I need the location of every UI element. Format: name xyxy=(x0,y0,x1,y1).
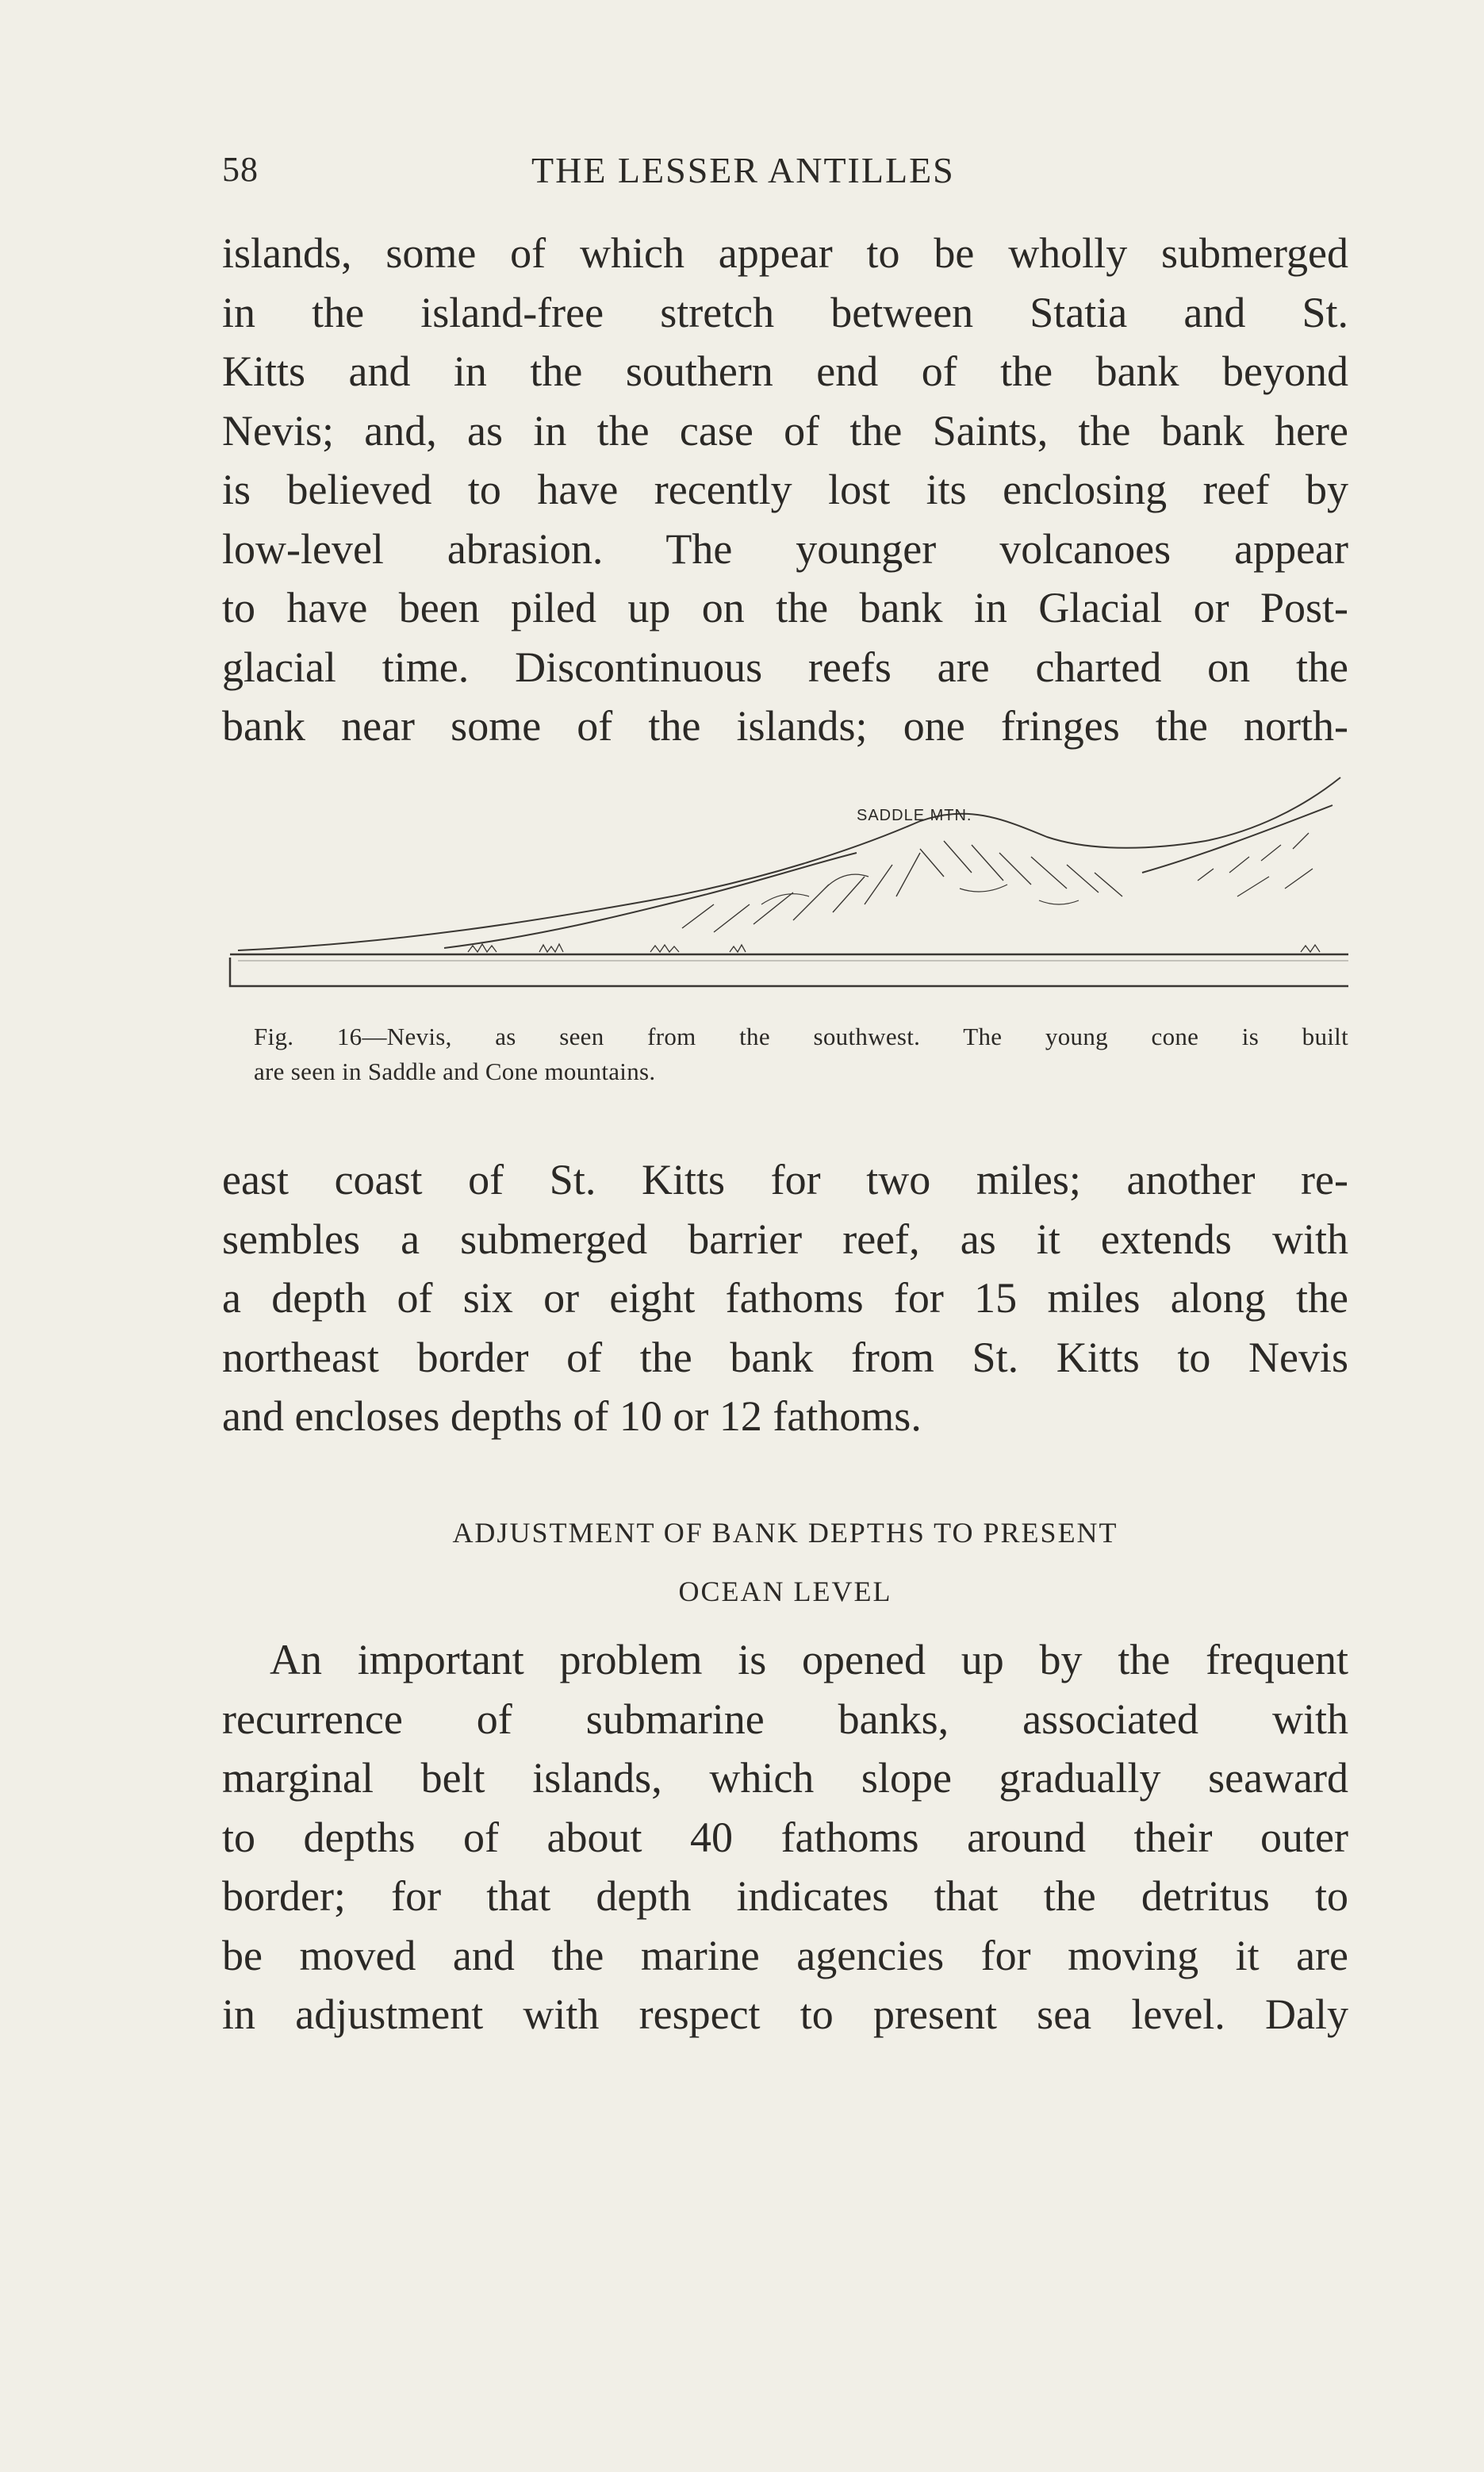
text-line: east coast of St. Kitts for two miles; another re- xyxy=(222,1156,1348,1203)
text-line: is believed to have recently lost its enclosing reef by xyxy=(222,466,1348,513)
text-line: low-level abrasion. The younger volcanoes appear xyxy=(222,524,1348,573)
caption-line: are seen in Saddle and Cone mountains. xyxy=(254,1058,656,1085)
running-head-title: THE LESSER ANTILLES xyxy=(531,150,955,190)
text-line: to depths of about 40 fathoms around their outer xyxy=(222,1813,1348,1861)
text-line: be moved and the marine agencies for moving it are xyxy=(222,1931,1348,1979)
section-heading-line: ADJUSTMENT OF BANK DEPTHS TO PRESENT xyxy=(452,1517,1118,1549)
text-line: in adjustment with respect to present sea level. Daly xyxy=(222,1990,1348,2038)
text-line: recurrence of submarine banks, associated with xyxy=(222,1695,1348,1743)
caption-line: Fig. 16—Nevis, as seen from the southwest. The young cone is built xyxy=(254,1023,1348,1050)
figure-label-saddle-mtn: SADDLE MTN. xyxy=(857,807,972,824)
text-line: sembles a submerged barrier reef, as it extends with xyxy=(222,1215,1348,1263)
text-line: glacial time. Discontinuous reefs are charted on the xyxy=(222,643,1348,691)
text-line: border; for that depth indicates that the detritus to xyxy=(222,1872,1348,1920)
section-heading-line: OCEAN LEVEL xyxy=(678,1576,892,1607)
text-line: An important problem is opened up by the frequent xyxy=(270,1636,1348,1683)
text-line: a depth of six or eight fathoms for 15 miles along the xyxy=(222,1274,1348,1322)
nevis-sketch-figure xyxy=(206,762,1356,992)
figure-caption xyxy=(254,1019,1348,1089)
text-line: Nevis; and, as in the case of the Saints, the bank here xyxy=(222,406,1348,455)
text-line: and encloses depths of 10 or 12 fathoms. xyxy=(222,1392,922,1440)
page-number: 58 xyxy=(222,150,259,189)
nevis-sketch xyxy=(206,762,1356,992)
paragraph-2 xyxy=(222,1150,1348,1446)
text-line: marginal belt islands, which slope gradually seaward xyxy=(222,1754,1348,1802)
text-line: to have been piled up on the bank in Glacial or Post- xyxy=(222,584,1348,631)
running-head xyxy=(222,149,1348,200)
paragraph-3 xyxy=(222,1630,1348,2044)
text-line: islands, some of which appear to be wholly submerged xyxy=(222,229,1348,277)
text-line: in the island-free stretch between Statia and St. xyxy=(222,288,1348,336)
text-line: northeast border of the bank from St. Kitts to Nevis xyxy=(222,1333,1348,1381)
text-line: bank near some of the islands; one fringes the north- xyxy=(222,702,1348,750)
text-line: Kitts and in the southern end of the bank beyond xyxy=(222,347,1348,395)
section-heading xyxy=(222,1503,1348,1621)
paragraph-1 xyxy=(222,224,1348,756)
